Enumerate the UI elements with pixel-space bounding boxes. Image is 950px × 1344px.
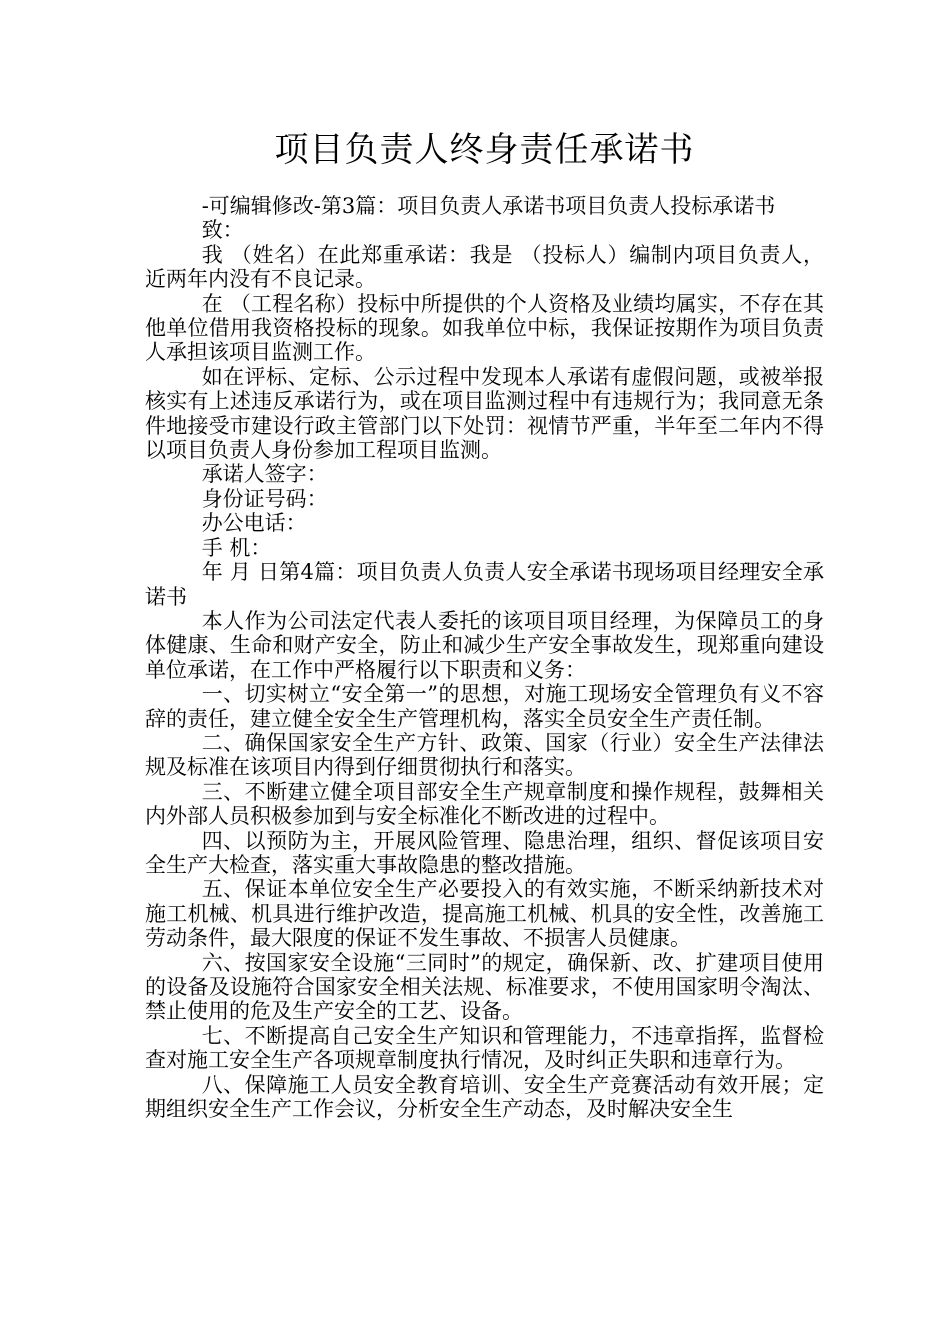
paragraph: -可编辑修改-第3篇：项目负责人承诺书项目负责人投标承诺书 xyxy=(201,194,776,218)
office-phone-label: 办公电话： xyxy=(201,511,307,536)
paragraph: 五、保证本单位安全生产必要投入的有效实施，不断采纳新技术对施工机械、机具进行维护改造，提高施工机械、机具的安全性，改善施工劳动条件，最大限度的保证不发生事故、不损害人员健康。 xyxy=(145,877,824,951)
paragraph: 七、不断提高自己安全生产知识和管理能力，不违章指挥，监督检查对施工安全生产各项规章制度执行情况，及时纠正失职和违章行为。 xyxy=(145,1023,824,1073)
paragraph: 致： xyxy=(201,218,244,243)
mobile-label: 手 机： xyxy=(201,535,272,560)
paragraph: 四、以预防为主，开展风险管理、隐患治理，组织、督促该项目安全生产大检查，落实重大事故隐患的整改措施。 xyxy=(145,828,824,877)
document-body xyxy=(145,194,824,1121)
id-number-label: 身份证号码： xyxy=(201,486,328,511)
signature-label: 承诺人签字： xyxy=(201,462,328,487)
paragraph: 一、切实树立“安全第一”的思想，对施工现场安全管理负有义不容辞的责任，建立健全安全生产管理机构，落实全员安全生产责任制。 xyxy=(145,682,824,731)
paragraph: 如在评标、定标、公示过程中发现本人承诺有虚假问题，或被举报核实有上述违反承诺行为，或在项目监测过程中有违规行为；我同意无条件地接受市建设行政主管部门以下处罚：视情节严重，半年至二年内不得以项目负责人身份参加工程项目监测。 xyxy=(145,364,824,463)
paragraph: 我 （姓名）在此郑重承诺：我是 （投标人）编制内项目负责人，近两年内没有不良记录。 xyxy=(145,242,824,292)
paragraph: 三、不断建立健全项目部安全生产规章制度和操作规程，鼓舞相关内外部人员积极参加到与安全标准化不断改进的过程中。 xyxy=(145,779,824,829)
paragraph: 二、确保国家安全生产方针、政策、国家（行业）安全生产法律法规及标准在该项目内得到仔细贯彻执行和落实。 xyxy=(145,730,824,780)
paragraph: 六、按国家安全设施“三同时”的规定，确保新、改、扩建项目使用的设备及设施符合国家安全相关法规、标准要求，不使用国家明令淘汰、禁止使用的危及生产安全的工艺、设备。 xyxy=(145,950,824,1024)
paragraph: 八、保障施工人员安全教育培训、安全生产竞赛活动有效开展；定期组织安全生产工作会议，分析安全生产动态，及时解决安全生 xyxy=(145,1072,824,1122)
paragraph: 年 月 日第4篇：项目负责人负责人安全承诺书现场项目经理安全承诺书 xyxy=(145,560,824,609)
paragraph: 在 （工程名称）投标中所提供的个人资格及业绩均属实，不存在其他单位借用我资格投标的现象。如我单位中标，我保证按期作为项目负责人承担该项目监测工作。 xyxy=(145,291,824,365)
paragraph: 本人作为公司法定代表人委托的该项目项目经理，为保障员工的身体健康、生命和财产安全，防止和减少生产安全事故发生，现郑重向建设单位承诺，在工作中严格履行以下职责和义务： xyxy=(145,608,824,682)
document-title: 项目负责人终身责任承诺书 xyxy=(274,130,695,170)
